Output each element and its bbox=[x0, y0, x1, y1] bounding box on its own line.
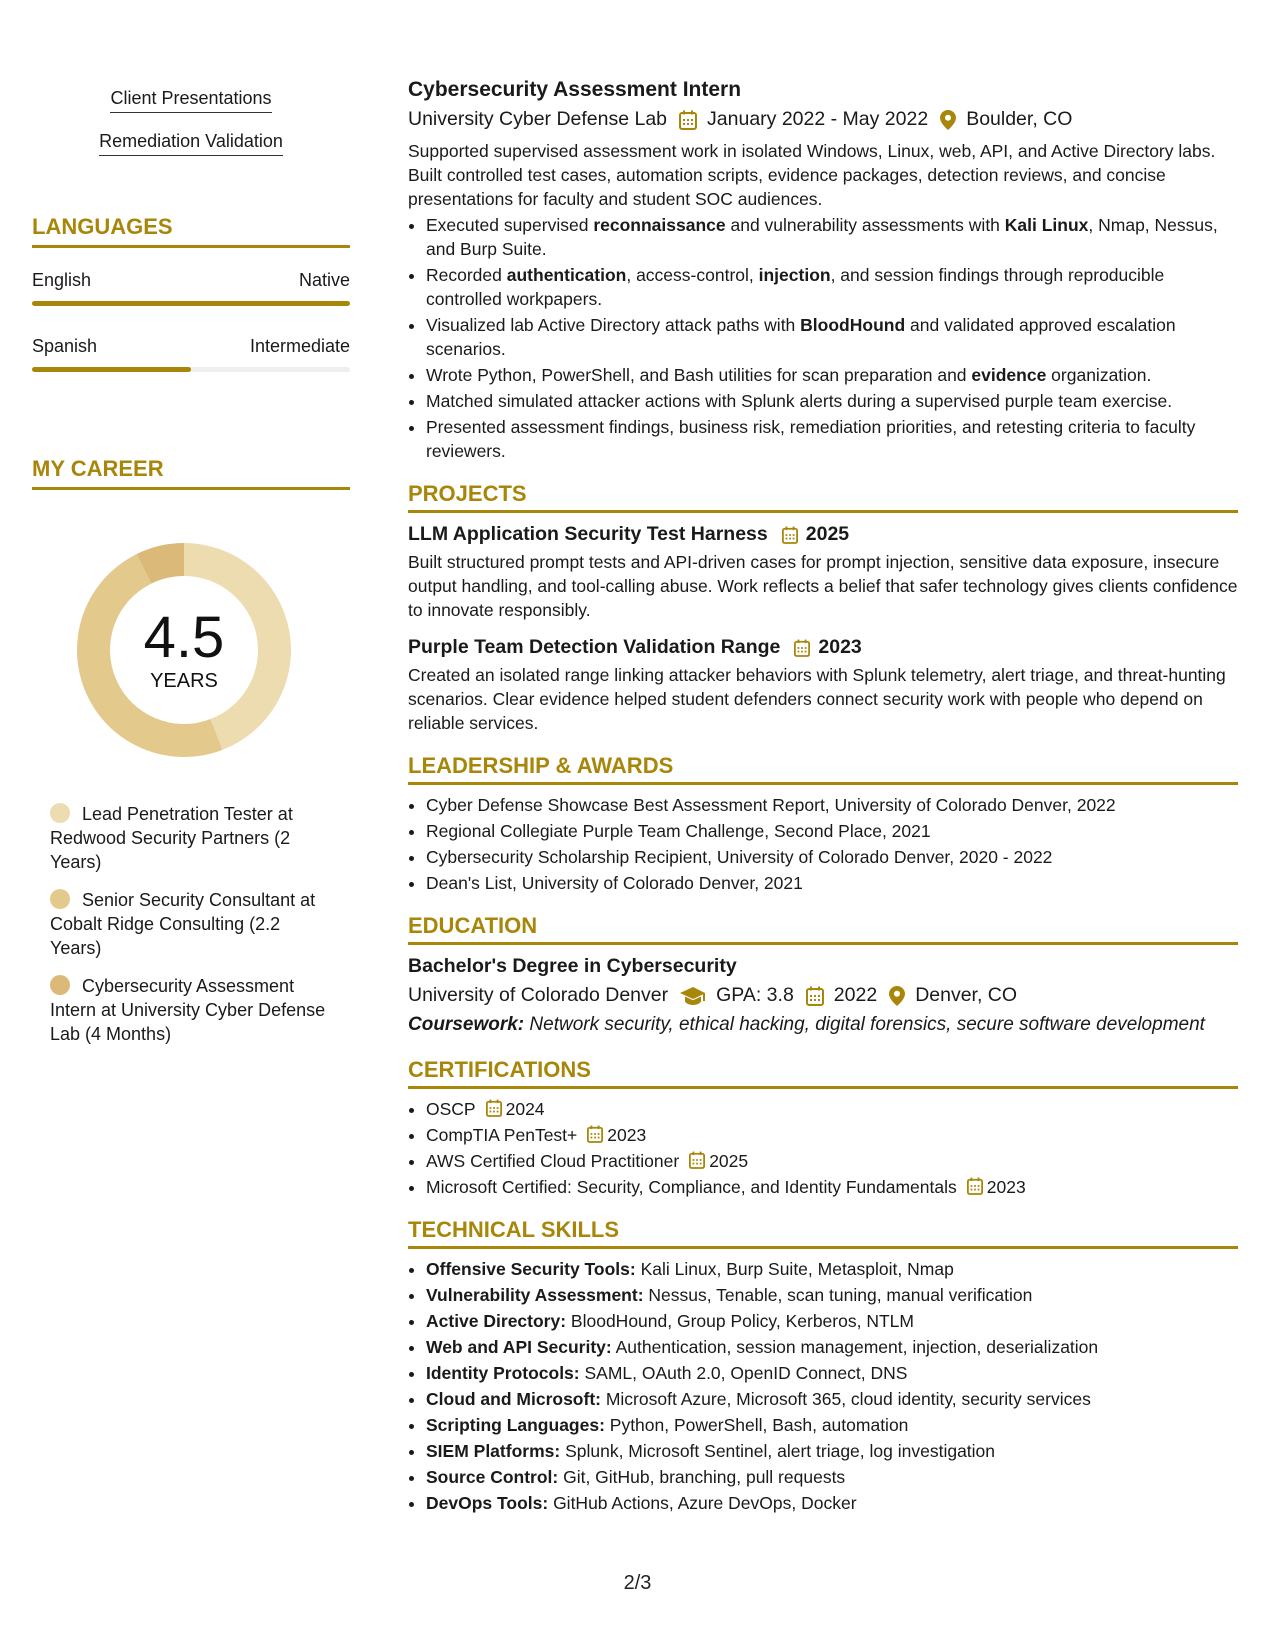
career-legend-item bbox=[50, 974, 330, 1046]
skill-category: Web and API Security: bbox=[426, 1337, 612, 1357]
page-number: 2/3 bbox=[623, 1572, 652, 1594]
job-title: Cybersecurity Assessment Intern bbox=[408, 78, 742, 101]
school-name: University of Colorado Denver bbox=[408, 984, 669, 1006]
location-pin-icon bbox=[940, 110, 956, 130]
skill-values: BloodHound, Group Policy, Kerberos, NTLM bbox=[566, 1311, 914, 1331]
certification-item bbox=[426, 1123, 1238, 1147]
award-item: • Cyber Defense Showcase Best Assessment Report, University of Colorado Denver, 2022 bbox=[426, 793, 1238, 817]
skill-tags bbox=[32, 80, 350, 166]
career-legend-item bbox=[50, 888, 330, 960]
skill-item bbox=[426, 1465, 1238, 1489]
skill-values: Kali Linux, Burp Suite, Metasploit, Nmap bbox=[635, 1259, 954, 1279]
job-summary: Supported supervised assessment work in isolated Windows, Linux, web, API, and Active Directory labs. Built controlled test cases, automation scripts, evidence packages, detection reviews, and concise presentations for faculty and student SOC audiences. bbox=[408, 141, 1216, 209]
graduation-year: 2022 bbox=[833, 984, 878, 1006]
coursework bbox=[408, 1013, 1238, 1037]
project-description: Created an isolated range linking attacker behaviors with Splunk telemetry, alert triage, and threat-hunting scenarios. Clear evidence helped student defenders connect security work with people who depend on reliable services. bbox=[408, 665, 1226, 733]
calendar-icon bbox=[679, 110, 697, 130]
career-heading: MY CAREER bbox=[32, 456, 350, 490]
project-year: 2023 bbox=[818, 636, 862, 658]
language-level: Native bbox=[298, 270, 350, 290]
certifications-list bbox=[408, 1097, 1238, 1199]
bullet-text: Visualized lab Active Directory attack paths with bbox=[426, 315, 801, 335]
legend-dot bbox=[50, 889, 70, 909]
certifications-heading: CERTIFICATIONS bbox=[408, 1057, 1238, 1089]
career-donut-chart bbox=[64, 530, 304, 770]
award-item: • Dean's List, University of Colorado Denver, 2021 bbox=[426, 871, 1238, 895]
bullet-text: organization. bbox=[1046, 365, 1152, 385]
education-meta bbox=[408, 984, 1238, 1007]
career-legend-item bbox=[50, 802, 330, 874]
skill-item bbox=[426, 1335, 1238, 1359]
certification-item bbox=[426, 1149, 1238, 1173]
skill-item bbox=[426, 1439, 1238, 1463]
coursework-label: Coursework: bbox=[408, 1014, 525, 1035]
bullet-text: Wrote Python, PowerShell, and Bash utilities for scan preparation and bbox=[426, 365, 972, 385]
skill-item bbox=[426, 1387, 1238, 1411]
job-bullet bbox=[426, 363, 1238, 387]
calendar-icon bbox=[794, 639, 810, 657]
bullet-text: Recorded bbox=[426, 265, 507, 285]
leadership-heading: LEADERSHIP & AWARDS bbox=[408, 753, 1238, 785]
certification-item bbox=[426, 1175, 1238, 1199]
coursework-text: Network security, ethical hacking, digital forensics, secure software development bbox=[524, 1014, 1205, 1035]
job-meta bbox=[408, 108, 1238, 131]
bullet-text: Executed supervised bbox=[426, 215, 594, 235]
bullet-text: Presented assessment findings, business risk, remediation priorities, and retesting criteria to faculty reviewers. bbox=[426, 417, 1196, 461]
job-bullet bbox=[426, 313, 1238, 361]
project-description: Built structured prompt tests and API-driven cases for prompt injection, sensitive data exposure, insecure output handling, and tool-calling abuse. Work reflects a belief that safer technology gives clients confidence to innovate responsibly. bbox=[408, 552, 1238, 620]
skill-category: Offensive Security Tools: bbox=[426, 1259, 636, 1279]
certification-year: 2024 bbox=[505, 1099, 545, 1119]
school-location: Denver, CO bbox=[915, 984, 1018, 1006]
legend-dot bbox=[50, 975, 70, 995]
certification-name: CompTIA PenTest+ bbox=[426, 1125, 578, 1145]
job-bullet bbox=[426, 263, 1238, 311]
skill-category: Source Control: bbox=[426, 1467, 559, 1487]
certification-year: 2023 bbox=[986, 1177, 1026, 1197]
language-row bbox=[32, 336, 350, 357]
skill-category: Scripting Languages: bbox=[426, 1415, 605, 1435]
skill-category: Identity Protocols: bbox=[426, 1363, 580, 1383]
skill-category: DevOps Tools: bbox=[426, 1493, 549, 1513]
skill-category: SIEM Platforms: bbox=[426, 1441, 561, 1461]
calendar-icon bbox=[486, 1099, 502, 1117]
certification-name: Microsoft Certified: Security, Compliance, and Identity Fundamentals bbox=[426, 1177, 957, 1197]
languages-heading: LANGUAGES bbox=[32, 214, 350, 248]
degree-title: Bachelor's Degree in Cybersecurity bbox=[408, 955, 737, 977]
projects-list bbox=[408, 523, 1238, 735]
leadership-list bbox=[408, 793, 1238, 895]
skill-tag: Remediation Validation bbox=[99, 131, 283, 156]
bullet-text: and vulnerability assessments with bbox=[725, 215, 1005, 235]
career-legend bbox=[50, 802, 350, 1046]
skill-item bbox=[426, 1283, 1238, 1307]
career-legend-label: Cybersecurity Assessment Intern at University Cyber Defense Lab (4 Months) bbox=[50, 976, 326, 1044]
skill-values: Microsoft Azure, Microsoft 365, cloud identity, security services bbox=[600, 1389, 1091, 1409]
calendar-icon bbox=[806, 986, 824, 1006]
award-item: • Cybersecurity Scholarship Recipient, University of Colorado Denver, 2020 - 2022 bbox=[426, 845, 1238, 869]
career-total: 4.5 bbox=[143, 604, 225, 670]
job-bullet bbox=[426, 213, 1238, 261]
language-level: Intermediate bbox=[249, 336, 350, 356]
job-org: University Cyber Defense Lab bbox=[408, 108, 668, 130]
skill-values: Nessus, Tenable, scan tuning, manual verification bbox=[643, 1285, 1033, 1305]
career-legend-label: Senior Security Consultant at Cobalt Ridge Consulting (2.2 Years) bbox=[50, 890, 316, 958]
skill-values: Git, GitHub, branching, pull requests bbox=[558, 1467, 846, 1487]
language-name: Spanish bbox=[32, 336, 98, 356]
bullet-text: , access-control, bbox=[626, 265, 759, 285]
job-bullet bbox=[426, 415, 1238, 463]
skill-category: Vulnerability Assessment: bbox=[426, 1285, 644, 1305]
skill-item bbox=[426, 1413, 1238, 1437]
calendar-icon bbox=[967, 1177, 983, 1195]
certification-item bbox=[426, 1097, 1238, 1121]
education-heading: EDUCATION bbox=[408, 913, 1238, 945]
language-proficiency-bar bbox=[32, 367, 350, 372]
job-bullet bbox=[426, 389, 1238, 413]
donut-center bbox=[64, 530, 304, 770]
language-name: English bbox=[32, 270, 92, 290]
certification-name: OSCP bbox=[426, 1099, 476, 1119]
certification-year: 2023 bbox=[607, 1125, 647, 1145]
language-proficiency-fill bbox=[32, 367, 191, 372]
project-name: LLM Application Security Test Harness bbox=[408, 523, 768, 545]
skill-values: Authentication, session management, injection, deserialization bbox=[611, 1337, 1099, 1357]
bullet-keyword: BloodHound bbox=[800, 315, 906, 335]
project-title bbox=[408, 636, 1238, 659]
gpa: GPA: 3.8 bbox=[716, 984, 794, 1006]
skill-values: SAML, OAuth 2.0, OpenID Connect, DNS bbox=[579, 1363, 908, 1383]
skills-list bbox=[408, 1257, 1238, 1515]
calendar-icon bbox=[689, 1151, 705, 1169]
bullet-keyword: authentication bbox=[506, 265, 627, 285]
skill-item bbox=[426, 1309, 1238, 1333]
skill-category: Cloud and Microsoft: bbox=[426, 1389, 601, 1409]
bullet-keyword: injection bbox=[758, 265, 831, 285]
projects-heading: PROJECTS bbox=[408, 481, 1238, 513]
skill-item bbox=[426, 1257, 1238, 1281]
location-pin-icon bbox=[889, 986, 905, 1006]
project-name: Purple Team Detection Validation Range bbox=[408, 636, 781, 658]
award-item: • Regional Collegiate Purple Team Challenge, Second Place, 2021 bbox=[426, 819, 1238, 843]
skill-values: Python, PowerShell, Bash, automation bbox=[604, 1415, 909, 1435]
bullet-keyword: reconnaissance bbox=[593, 215, 726, 235]
bullet-text: and validated approved escalation scenarios. bbox=[426, 315, 1176, 359]
graduation-cap-icon bbox=[680, 987, 706, 1005]
job-bullets bbox=[408, 213, 1238, 463]
bullet-keyword: evidence bbox=[971, 365, 1047, 385]
bullet-text: , Nmap, Nessus, and Burp Suite. bbox=[426, 215, 1218, 259]
skill-item bbox=[426, 1361, 1238, 1385]
certification-year: 2025 bbox=[709, 1151, 749, 1171]
bullet-text: Matched simulated attacker actions with Splunk alerts during a supervised purple team exercise. bbox=[426, 391, 1173, 411]
bullet-text: , and session findings through reproducible controlled workpapers. bbox=[426, 265, 1165, 309]
skill-tag: Client Presentations bbox=[110, 88, 271, 113]
job-dates: January 2022 - May 2022 bbox=[707, 108, 929, 130]
skill-values: Splunk, Microsoft Sentinel, alert triage, log investigation bbox=[560, 1441, 996, 1461]
skill-item bbox=[426, 1491, 1238, 1515]
certification-name: AWS Certified Cloud Practitioner bbox=[426, 1151, 680, 1171]
career-legend-label: Lead Penetration Tester at Redwood Security Partners (2 Years) bbox=[50, 804, 293, 872]
language-proficiency-bar bbox=[32, 301, 350, 306]
project-title bbox=[408, 523, 1238, 546]
bullet-keyword: Kali Linux bbox=[1004, 215, 1089, 235]
skill-values: GitHub Actions, Azure DevOps, Docker bbox=[548, 1493, 857, 1513]
skill-category: Active Directory: bbox=[426, 1311, 567, 1331]
languages-list bbox=[32, 270, 350, 372]
calendar-icon bbox=[782, 526, 798, 544]
sidebar bbox=[32, 80, 350, 1060]
main-content bbox=[408, 78, 1238, 1517]
job-location: Boulder, CO bbox=[966, 108, 1073, 130]
project-year: 2025 bbox=[805, 523, 850, 545]
career-unit: YEARS bbox=[150, 669, 218, 692]
skills-heading: TECHNICAL SKILLS bbox=[408, 1217, 1238, 1249]
language-proficiency-fill bbox=[32, 301, 350, 306]
calendar-icon bbox=[587, 1125, 603, 1143]
legend-dot bbox=[50, 803, 70, 823]
language-row bbox=[32, 270, 350, 291]
